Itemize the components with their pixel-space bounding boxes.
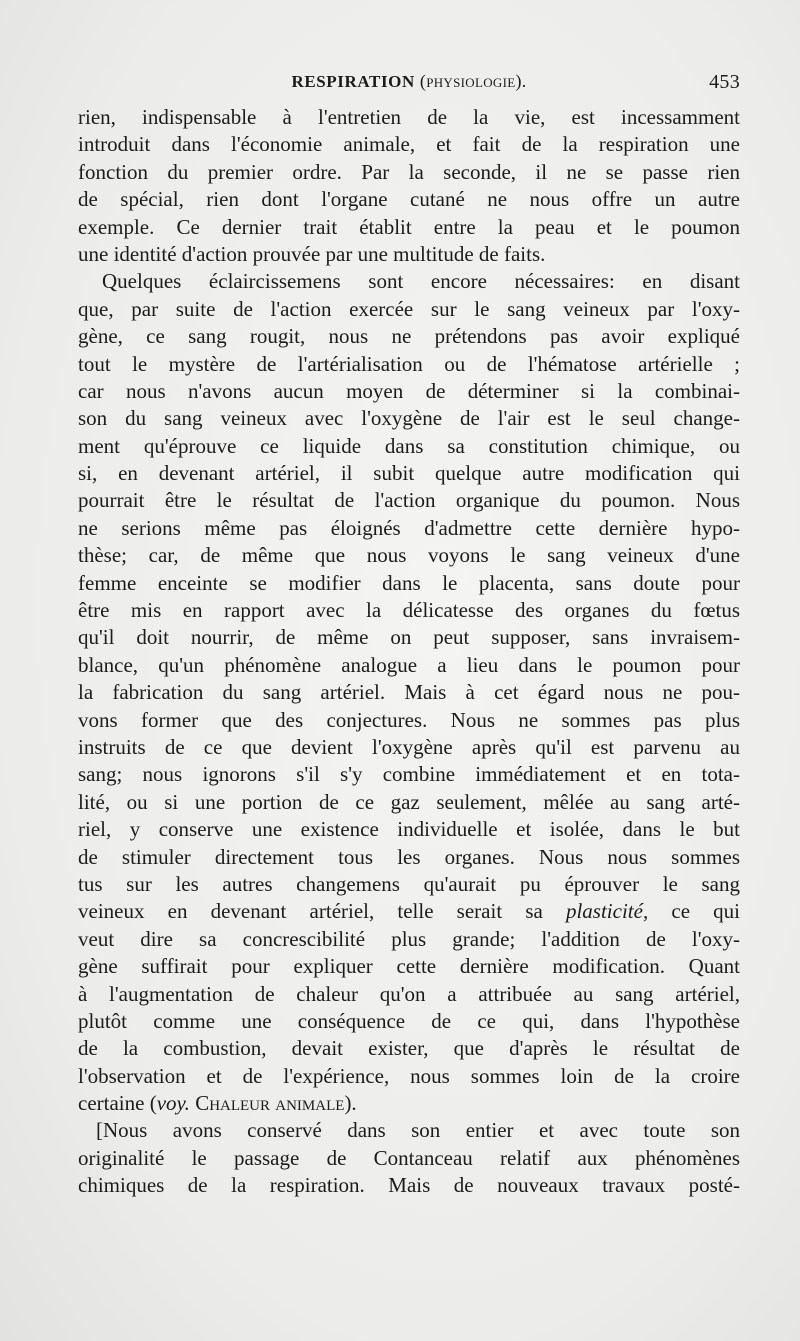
text-line: exemple. Ce dernier trait établit entre la peau et le poumon: [78, 214, 740, 239]
text-line: chimiques de la respiration. Mais de nouveaux travaux posté-: [78, 1173, 740, 1198]
text-line: une identité d'action prouvée par une multitude de faits.: [78, 241, 546, 266]
body-text: [78, 104, 740, 1200]
running-title-sub: (physiologie).: [419, 71, 527, 91]
text-line: [Nous avons conservé dans son entier et avec toute son: [96, 1118, 740, 1143]
text-line: de la combustion, devait exister, que d'après le résultat de: [78, 1036, 740, 1061]
text-line: être mis en rapport avec la délicatesse des organes du fœtus: [78, 598, 740, 623]
text-line: qu'il doit nourrir, de même on peut supposer, sans invraisem-: [78, 625, 740, 650]
text-line: sang; nous ignorons s'il s'y combine immédiatement et en tota-: [78, 762, 740, 787]
text-line: blance, qu'un phénomène analogue a lieu dans le poumon pour: [78, 652, 740, 677]
italic-term: voy.: [156, 1091, 190, 1116]
text-line: Quelques éclaircissemens sont encore nécessaires: en disant: [102, 269, 740, 294]
text-line: de stimuler directement tous les organes. Nous nous sommes: [78, 844, 740, 869]
text-segment: veineux en devenant artériel, telle serait sa: [78, 899, 543, 924]
running-title: [78, 71, 740, 93]
italic-term: plasticité,: [565, 899, 649, 924]
text-line: la fabrication du sang artériel. Mais à cet égard nous ne pou-: [78, 680, 740, 705]
text-line: instruits de ce que devient l'oxygène après qu'il est parvenu au: [78, 734, 740, 759]
text-segment: ce qui: [671, 899, 740, 924]
text-line: tus sur les autres changemens qu'aurait pu éprouver le sang: [78, 871, 740, 896]
text-line: gène, ce sang rougit, nous ne prétendons pas avoir expliqué: [78, 324, 740, 349]
text-line: vons former que des conjectures. Nous ne sommes pas plus: [78, 707, 740, 732]
text-line: femme enceinte se modifier dans le placenta, sans doute pour: [78, 570, 740, 595]
text-line: que, par suite de l'action exercée sur le sang veineux par l'oxy-: [78, 296, 740, 321]
text-line: lité, ou si une portion de ce gaz seulement, mêlée au sang arté-: [78, 789, 740, 814]
text-line: fonction du premier ordre. Par la seconde, il ne se passe rien: [78, 159, 740, 184]
text-line: car nous n'avons aucun moyen de déterminer si la combinai-: [78, 378, 740, 403]
text-line: [78, 1090, 740, 1117]
text-line: [78, 898, 740, 925]
text-line: veut dire sa concrescibilité plus grande; l'addition de l'oxy-: [78, 926, 740, 951]
text-line: thèse; car, de même que nous voyons le sang veineux d'une: [78, 543, 740, 568]
text-line: riel, y conserve une existence individuelle et isolée, dans le but: [78, 817, 740, 842]
text-line: son du sang veineux avec l'oxygène de l'air est le seul change-: [78, 406, 740, 431]
text-segment: certaine (: [78, 1091, 157, 1116]
text-line: si, en devenant artériel, il subit quelque autre modification qui: [78, 461, 740, 486]
text-line: plutôt comme une conséquence de ce qui, dans l'hypothèse: [78, 1008, 740, 1033]
text-line: introduit dans l'économie animale, et fait de la respiration une: [78, 132, 740, 157]
text-segment: ).: [344, 1091, 357, 1116]
text-line: tout le mystère de l'artérialisation ou de l'hématose artérielle ;: [78, 351, 740, 376]
page-number: 453: [709, 71, 740, 93]
text-line: de spécial, rien dont l'organe cutané ne nous offre un autre: [78, 187, 740, 212]
text-line: gène suffirait pour expliquer cette dernière modification. Quant: [78, 954, 740, 979]
text-line: à l'augmentation de chaleur qu'on a attribuée au sang artériel,: [78, 981, 740, 1006]
text-line: ment qu'éprouve ce liquide dans sa constitution chimique, ou: [78, 433, 740, 458]
text-line: ne serions même pas éloignés d'admettre cette dernière hypo-: [78, 515, 740, 540]
page-header: [78, 71, 740, 99]
bottom-margin: [0, 1261, 800, 1341]
text-line: rien, indispensable à l'entretien de la vie, est incessamment: [78, 105, 740, 129]
text-line: l'observation et de l'expérience, nous sommes loin de la croire: [78, 1063, 740, 1088]
text-line: pourrait être le résultat de l'action organique du poumon. Nous: [78, 488, 740, 513]
running-title-main: RESPIRATION: [291, 72, 415, 91]
text-line: originalité le passage de Contanceau relatif aux phénomènes: [78, 1145, 740, 1170]
cross-reference: Chaleur animale: [195, 1091, 345, 1116]
